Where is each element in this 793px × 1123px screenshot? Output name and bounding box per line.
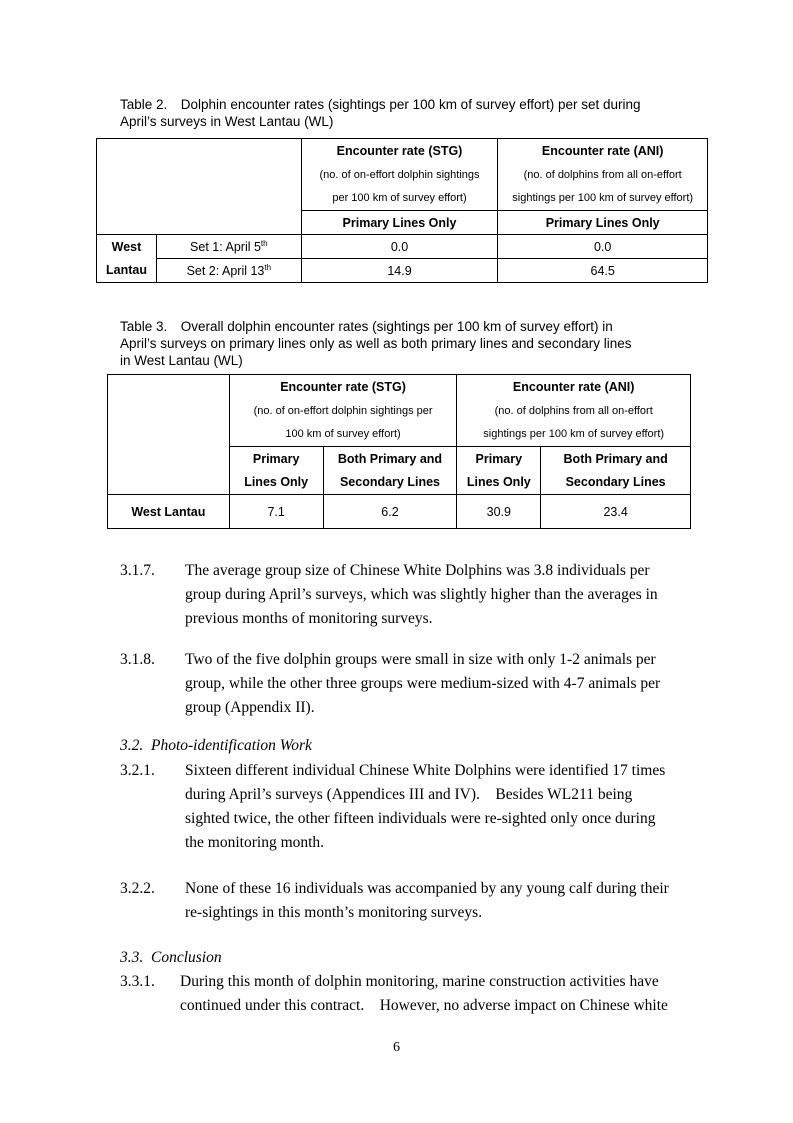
paragraph-line: the monitoring month. — [185, 834, 325, 851]
table3-stg-sub2: 100 km of survey effort) — [229, 423, 457, 447]
table3-ani-sub2: sightings per 100 km of survey effort) — [457, 423, 691, 447]
paragraph-text — [185, 559, 685, 631]
paragraph-number: 3.1.8. — [120, 651, 155, 668]
table3-value: 7.1 — [229, 495, 323, 529]
table2-ani-header: Encounter rate (ANI) — [498, 139, 708, 163]
paragraph-line: During this month of dolphin monitoring, marine construction activities have — [180, 973, 659, 990]
paragraph-line: Two of the five dolphin groups were small in size with only 1-2 animals per — [185, 651, 656, 668]
paragraph-text — [180, 970, 680, 1018]
paragraph-line: None of these 16 individuals was accompanied by any young calf during their — [185, 880, 669, 897]
table2-primary-ani: Primary Lines Only — [498, 211, 708, 235]
table2-ani-sub2: sightings per 100 km of survey effort) — [498, 187, 708, 211]
table2-row-ani: 0.0 — [498, 235, 708, 259]
table3-stg-sub1: (no. of on-effort dolphin sightings per — [229, 399, 457, 423]
table3 — [107, 374, 691, 529]
paragraph-line: during April’s surveys (Appendices III and IV). Besides WL211 being — [185, 786, 633, 803]
table2 — [96, 138, 708, 283]
table3-caption-line3: in West Lantau (WL) — [120, 353, 243, 368]
table2-row-stg: 0.0 — [301, 235, 498, 259]
paragraph-line: group during April’s surveys, which was slightly higher than the averages in — [185, 586, 658, 603]
table3-value: 23.4 — [541, 495, 691, 529]
table3-corner — [108, 375, 230, 495]
paragraph-line: continued under this contract. However, no adverse impact on Chinese white — [180, 997, 668, 1014]
paragraph-line: The average group size of Chinese White Dolphins was 3.8 individuals per — [185, 562, 650, 579]
paragraph-line: group (Appendix II). — [185, 699, 315, 716]
table2-stg-header: Encounter rate (STG) — [301, 139, 498, 163]
table3-col-primary-ani-2: Lines Only — [457, 471, 541, 495]
table2-row-ani: 64.5 — [498, 259, 708, 283]
table3-caption-line1: Table 3. Overall dolphin encounter rates (sightings per 100 km of survey effort) in — [120, 319, 613, 334]
section-heading-3-2: 3.2. Photo-identification Work — [120, 737, 312, 754]
table2-caption-line2: April’s surveys in West Lantau (WL) — [120, 114, 334, 129]
table2-caption — [120, 96, 690, 130]
paragraph-number: 3.1.7. — [120, 562, 155, 579]
table2-stg-sub2: per 100 km of survey effort) — [301, 187, 498, 211]
table3-col-both-ani-2: Secondary Lines — [541, 471, 691, 495]
paragraph-line: Sixteen different individual Chinese White Dolphins were identified 17 times — [185, 762, 666, 779]
table3-caption-line2: April’s surveys on primary lines only as well as both primary lines and secondary lines — [120, 336, 632, 351]
table2-row-stg: 14.9 — [301, 259, 498, 283]
table3-row-label: West Lantau — [108, 495, 230, 529]
table2-stg-sub1: (no. of on-effort dolphin sightings — [301, 163, 498, 187]
table3-caption — [120, 318, 690, 369]
table2-region-line2: Lantau — [97, 259, 157, 283]
table2-ani-sub1: (no. of dolphins from all on-effort — [498, 163, 708, 187]
table3-value: 30.9 — [457, 495, 541, 529]
paragraph-line: previous months of monitoring surveys. — [185, 610, 433, 627]
table2-corner — [97, 139, 302, 235]
table3-value: 6.2 — [323, 495, 457, 529]
paragraph-number: 3.3.1. — [120, 973, 155, 990]
table3-col-primary-ani: Primary — [457, 447, 541, 471]
table3-col-primary-stg-2: Lines Only — [229, 471, 323, 495]
table3-ani-header: Encounter rate (ANI) — [457, 375, 691, 399]
table3-col-both-stg-2: Secondary Lines — [323, 471, 457, 495]
paragraph-line: re-sightings in this month’s monitoring surveys. — [185, 904, 483, 921]
paragraph-text — [185, 759, 685, 855]
table2-primary-stg: Primary Lines Only — [301, 211, 498, 235]
table2-region-line1: West — [97, 235, 157, 259]
table2-row-set: Set 1: April 5th — [156, 235, 301, 259]
table2-caption-line1: Table 2. Dolphin encounter rates (sightings per 100 km of survey effort) per set during — [120, 97, 641, 112]
table3-col-primary-stg: Primary — [229, 447, 323, 471]
section-heading-3-3: 3.3. Conclusion — [120, 949, 222, 966]
paragraph-text — [185, 648, 685, 720]
paragraph-number: 3.2.2. — [120, 880, 155, 897]
paragraph-number: 3.2.1. — [120, 762, 155, 779]
table2-row-set: Set 2: April 13th — [156, 259, 301, 283]
table3-col-both-stg: Both Primary and — [323, 447, 457, 471]
table3-ani-sub1: (no. of dolphins from all on-effort — [457, 399, 691, 423]
paragraph-line: sighted twice, the other fifteen individuals were re-sighted only once during — [185, 810, 656, 827]
table3-stg-header: Encounter rate (STG) — [229, 375, 457, 399]
paragraph-line: group, while the other three groups were medium-sized with 4-7 animals per — [185, 675, 661, 692]
table3-col-both-ani: Both Primary and — [541, 447, 691, 471]
page-number: 6 — [393, 1040, 400, 1055]
paragraph-text — [185, 877, 685, 925]
